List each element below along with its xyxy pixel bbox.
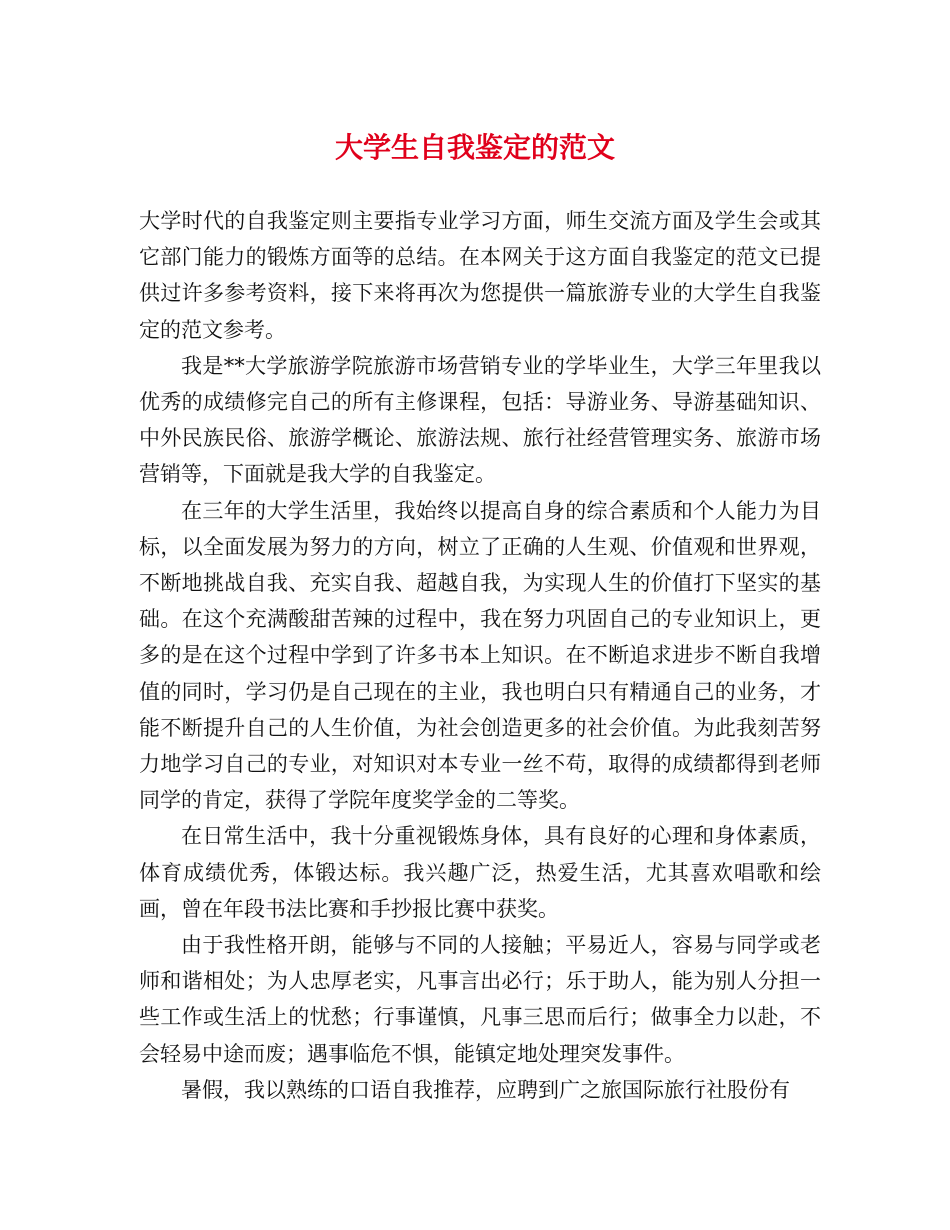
paragraph-summer-internship: 暑假，我以熟练的口语自我推荐，应聘到广之旅国际旅行社股份有: [181, 1077, 790, 1102]
paragraph-personality: 由于我性格开朗，能够与不同的人接触；平易近人，容易与同学或老师和谐相处；为人忠厚老实，凡事言出必行；乐于助人，能为别人分担一些工作或生活上的忧愁；行事谨慎，凡事三思而后行；做事全力以赴，不会轻易中途而废；遇事临危不惧，能镇定地处理突发事件。: [139, 933, 821, 1066]
paragraph-daily-life: 在日常生活中，我十分重视锻炼身体，具有良好的心理和身体素质，体育成绩优秀，体锻达标。我兴趣广泛，热爱生活，尤其喜欢唱歌和绘画，曾在年段书法比赛和手抄报比赛中获奖。: [139, 824, 821, 921]
paragraph-intro: 大学时代的自我鉴定则主要指专业学习方面，师生交流方面及学生会或其它部门能力的锻炼方面等的总结。在本网关于这方面自我鉴定的范文已提供过许多参考资料，接下来将再次为您提供一篇旅游专业的大学生自我鉴定的范文参考。: [139, 209, 821, 342]
document-title: 大学生自我鉴定的范文: [334, 131, 615, 164]
paragraph-self-introduction: 我是**大学旅游学院旅游市场营销专业的学毕业生，大学三年里我以优秀的成绩修完自己的所有主修课程，包括：导游业务、导游基础知识、中外民族民俗、旅游学概论、旅游法规、旅行社经营管理实务、旅游市场营销等，下面就是我大学的自我鉴定。: [139, 353, 821, 487]
document-body: [139, 203, 821, 1108]
paragraph-study: 在三年的大学生活里，我始终以提高自身的综合素质和个人能力为目标，以全面发展为努力的方向，树立了正确的人生观、价值观和世界观，不断地挑战自我、充实自我、超越自我，为实现人生的价值打下坚实的基础。在这个充满酸甜苦辣的过程中，我在努力巩固自己的专业知识上，更多的是在这个过程中学到了许多书本上知识。在不断追求进步不断自我增值的同时，学习仍是自己现在的主业，我也明白只有精通自己的业务，才能不断提升自己的人生价值，为社会创造更多的社会价值。为此我刻苦努力地学习自己的专业，对知识对本专业一丝不苟，取得的成绩都得到老师同学的肯定，获得了学院年度奖学金的二等奖。: [139, 498, 821, 813]
